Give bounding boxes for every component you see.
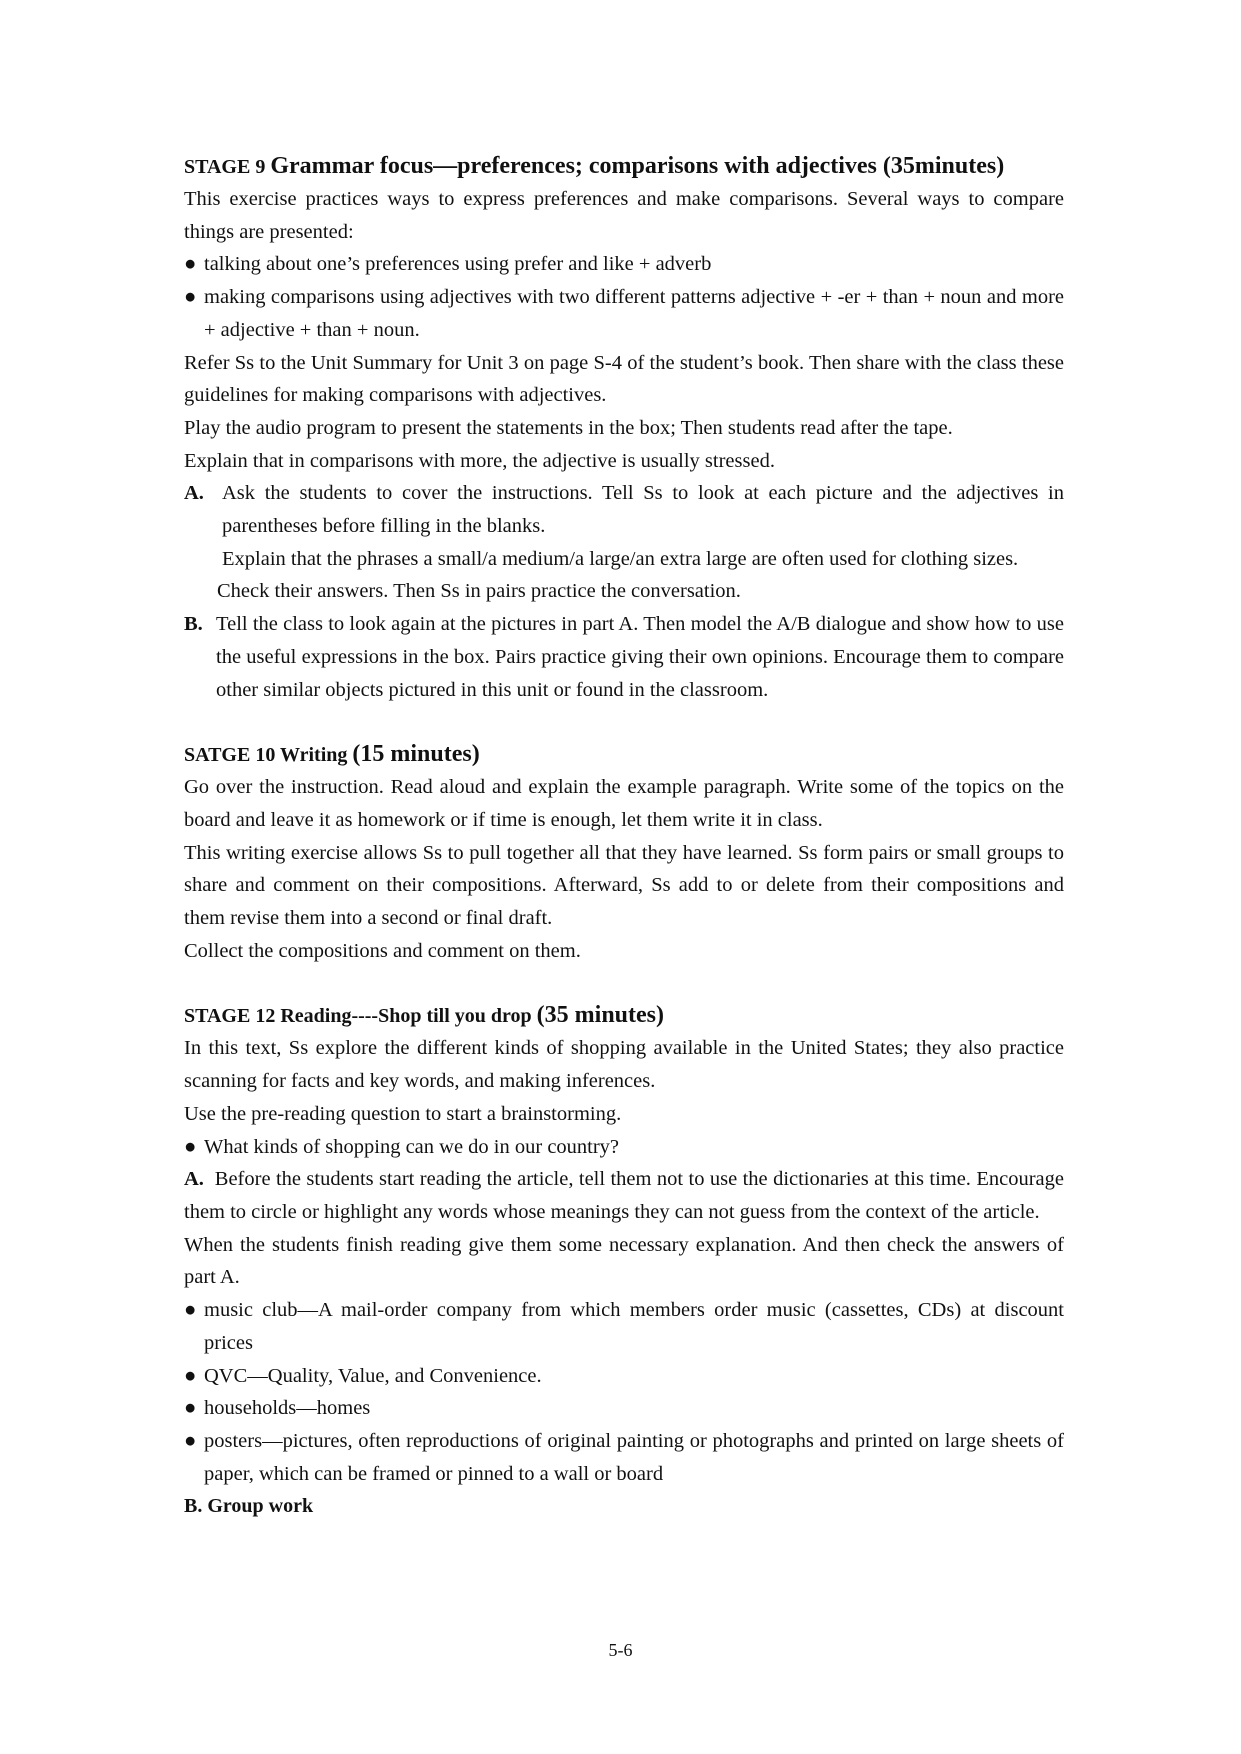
stage10-heading [184, 738, 1064, 771]
bullet-icon: ● [184, 286, 197, 309]
stage12-part-a: A. Before the students start reading the article, tell them not to use the dictionaries at this time. Encourage them to circle or highlight any words whose meanings they can not guess from the context of the article. [184, 1168, 1064, 1223]
stage10-label: SATGE 10 Writing [184, 744, 353, 767]
stage9-bullet-2: ● making comparisons using adjectives with two different patterns adjective + -er + than + noun and more + adjective + than + noun. [184, 281, 1064, 346]
stage12-heading [184, 999, 1064, 1032]
part-a-label: A. [184, 482, 204, 505]
bullet-icon: ● [184, 1364, 197, 1387]
part-b-label: B. [184, 613, 203, 636]
stage12-paragraph-3: When the students finish reading give them some necessary explanation. And then check the answers of part A. [184, 1233, 1064, 1289]
glossary-item: ● households—homes [184, 1392, 1064, 1425]
stage9-bullet-1: ● talking about one’s preferences using prefer and like + adverb [184, 248, 1064, 281]
stage12-time: (35 minutes) [536, 1002, 664, 1029]
part-a-label: A. [184, 1168, 204, 1191]
stage9-paragraph-1: Refer Ss to the Unit Summary for Unit 3 on page S-4 of the student’s book. Then share with the class these guidelines for making comparisons with adjectives. [184, 351, 1064, 407]
glossary-item: ● music club—A mail-order company from which members order music (cassettes, CDs) at discount prices [184, 1294, 1064, 1359]
stage10-paragraph-3: Collect the compositions and comment on them. [184, 939, 581, 962]
stage12-paragraph-2: Use the pre-reading question to start a brainstorming. [184, 1102, 622, 1125]
glossary-item: ● QVC—Quality, Value, and Convenience. [184, 1360, 1064, 1393]
stage9-part-b: B. Tell the class to look again at the pictures in part A. Then model the A/B dialogue and show how to use the useful expressions in the box. Pairs practice giving their own opinions. Encourage them to compare other similar objects pictured in this unit or found in the classroom. [184, 608, 1064, 706]
document-body [184, 150, 1064, 1522]
page-number: 5-6 [608, 1640, 633, 1660]
stage10-paragraph-1: Go over the instruction. Read aloud and explain the example paragraph. Write some of the topics on the board and leave it as homework or if time is enough, let them write it in class. [184, 776, 1064, 831]
stage10-paragraph-2: This writing exercise allows Ss to pull together all that they have learned. Ss form pairs or small groups to share and comment on their compositions. Afterward, Ss add to or delete from their compositions and them revise them into a second or final draft. [184, 841, 1064, 930]
bullet-icon: ● [184, 1299, 197, 1322]
stage12-part-b-heading: B. Group work [184, 1495, 314, 1518]
stage12-label: STAGE 12 Reading----Shop till you drop [184, 1005, 537, 1028]
stage9-part-a-note: Explain that the phrases a small/a medium/a large/an extra large are often used for clothing sizes. [222, 547, 1019, 570]
stage12-question: ● What kinds of shopping can we do in our country? [184, 1131, 1064, 1164]
stage9-heading [184, 150, 1064, 183]
stage10-time: (15 minutes) [352, 741, 480, 768]
bullet-icon: ● [184, 1397, 197, 1420]
glossary-item: ● posters—pictures, often reproductions of original painting or photographs and printed on large sheets of paper, which can be framed or pinned to a wall or board [184, 1425, 1064, 1490]
bullet-icon: ● [184, 1135, 197, 1158]
bullet-icon: ● [184, 253, 197, 276]
stage9-paragraph-2: Play the audio program to present the statements in the box; Then students read after the tape. [184, 416, 953, 439]
bullet-icon: ● [184, 1429, 197, 1452]
stage9-part-a-check: Check their answers. Then Ss in pairs practice the conversation. [217, 580, 741, 603]
stage9-label: STAGE 9 [184, 156, 271, 178]
stage9-part-a: A. Ask the students to cover the instructions. Tell Ss to look at each picture and the adjectives in parentheses before filling in the blanks. [184, 477, 1064, 542]
stage9-title: Grammar focus—preferences; comparisons with adjectives (35minutes) [270, 153, 1005, 179]
stage9-intro: This exercise practices ways to express preferences and make comparisons. Several ways to compare things are presented: [184, 188, 1064, 243]
stage9-paragraph-3: Explain that in comparisons with more, the adjective is usually stressed. [184, 449, 775, 472]
stage12-paragraph-1: In this text, Ss explore the different kinds of shopping available in the United States; they also practice scanning for facts and key words, and making inferences. [184, 1037, 1064, 1093]
